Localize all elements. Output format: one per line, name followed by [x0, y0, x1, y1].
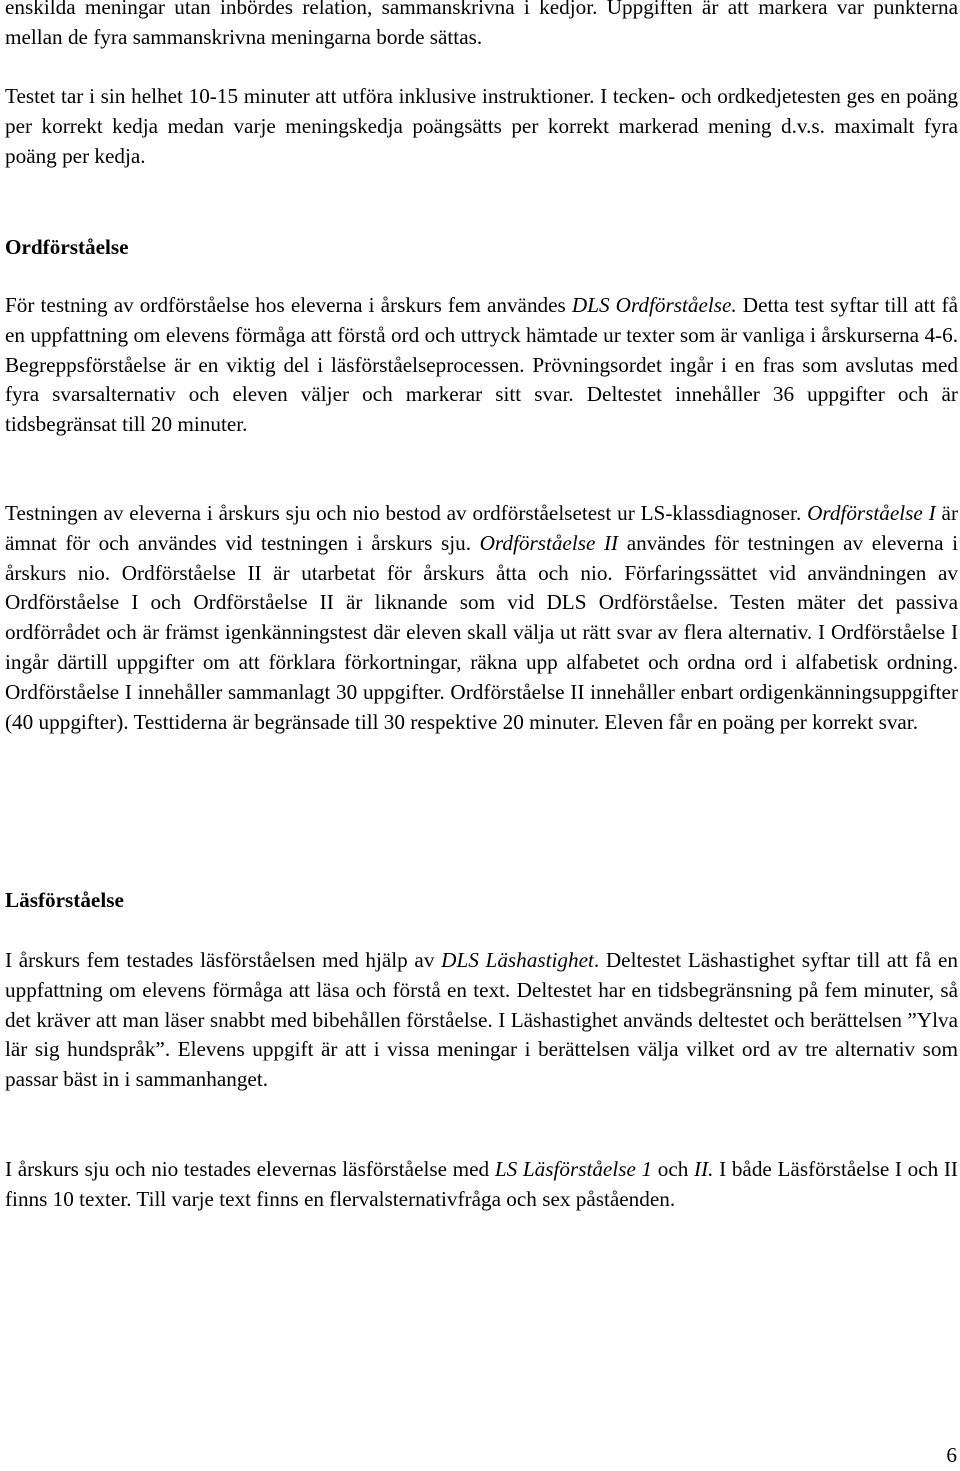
ord-p2-text-c: användes för testningen av eleverna i årskurs nio. Ordförståelse II är utarbetat för årskurs åtta och nio. Förfaringssättet vid användningen av Ordförståelse I och Ordförståelse II är liknande som vid DLS Ordförståelse. Testen mäter det passiva ordförrådet och är främst igenkänningstest där eleven skall välja ut rätt svar av flera alternativ. I Ordförståelse I ingår därtill uppgifter om att förklara förkortningar, räkna upp alfabetet och ordna ord i alfabetisk ordning. Ordförståelse I innehåller sammanlagt 30 uppgifter. Ordförståelse II innehåller enbart ordigenkänningsuppgifter (40 uppgifter). Testtiderna är begränsade till 30 respektive 20 minuter. Eleven får en poäng per korrekt svar.	[5, 530, 958, 734]
intro-paragraph-2	[5, 82, 958, 171]
intro-paragraph-1	[5, 0, 958, 53]
ord-p2-italic-2: Ordförståelse II	[479, 530, 619, 555]
ord-p2-text-b: är ämnat för och användes vid testningen i årskurs sju.	[5, 501, 959, 555]
ord-p1-text-b: Detta test syftar till att få en uppfattning om elevens förmåga att förstå ord och uttryck hämtade ur texter som är vanliga i årskurserna 4-6. Begreppsförståelse är en viktig del i läsförståelseprocessen. Prövningsordet ingår i en fras som avslutas med fyra svarsalternativ och eleven väljer och markerar sitt svar. Deltestet innehåller 36 uppgifter och är tidsbegränsat till 20 minuter.	[5, 293, 958, 437]
las-p2-italic-2: II.	[694, 1157, 714, 1181]
lasforstaelse-paragraph-1	[5, 946, 958, 1095]
las-p2-text-b: och	[652, 1157, 695, 1181]
ord-p1-text-a: För testning av ordförståelse hos eleverna i årskurs fem användes	[5, 293, 572, 317]
las-p1-text-b: . Deltestet Läshastighet syftar till att få en uppfattning om elevens förmåga att läsa och förstå en text. Deltestet har en tidsbegränsning på fem minuter, så det kräver att man läser snabbt med bibehållen förståelse. I Läshastighet används deltestet och berättelsen ”Ylva lär sig hundspråk”. Elevens uppgift är att i vissa meningar i berättelsen välja vilket ord av tre alternativ som passar bäst in i sammanhanget.	[5, 948, 958, 1092]
las-p2-text-c: I både Läsförståelse I och II finns 10 texter. Till varje text finns en flervalsternativfråga och sex påståenden.	[5, 1157, 958, 1211]
ordforstaelse-paragraph-1	[5, 291, 958, 440]
las-p1-italic: DLS Läshastighet	[441, 948, 594, 972]
ord-p1-italic: DLS Ordförståelse.	[571, 293, 737, 317]
ordforstaelse-paragraph-2	[5, 499, 958, 737]
las-p1-text-a: I årskurs fem testades läsförståelsen med hjälp av	[5, 948, 442, 972]
document-page	[5, 0, 959, 1211]
las-p2-italic-1: LS Läsförståelse 1	[494, 1157, 653, 1181]
intro-line-1: enskilda meningar utan inbördes relation, sammanskrivna i kedjor. Uppgiften är att markera var punkterna mellan de fyra sammanskrivna meningarna borde sättas.	[5, 0, 958, 49]
page-number: 6	[946, 1443, 957, 1467]
las-p2-text-a: I årskurs sju och nio testades elevernas läsförståelse med	[5, 1157, 495, 1181]
section-heading-lasforstaelse: Läsförståelse	[5, 888, 124, 912]
lasforstaelse-paragraph-2	[5, 1155, 958, 1215]
section-heading-ordforstaelse: Ordförståelse	[5, 235, 129, 259]
intro-text-2: Testet tar i sin helhet 10-15 minuter att utföra inklusive instruktioner. I tecken- och ordkedjetesten ges en poäng per korrekt kedja medan varje meningskedja poängsätts per korrekt markerad mening d.v.s. maximalt fyra poäng per kedja.	[5, 84, 958, 168]
ord-p2-italic-1: Ordförståelse I	[807, 501, 936, 525]
ord-p2-text-a: Testningen av eleverna i årskurs sju och nio bestod av ordförståelsetest ur LS-klassdiagnoser.	[5, 501, 808, 525]
